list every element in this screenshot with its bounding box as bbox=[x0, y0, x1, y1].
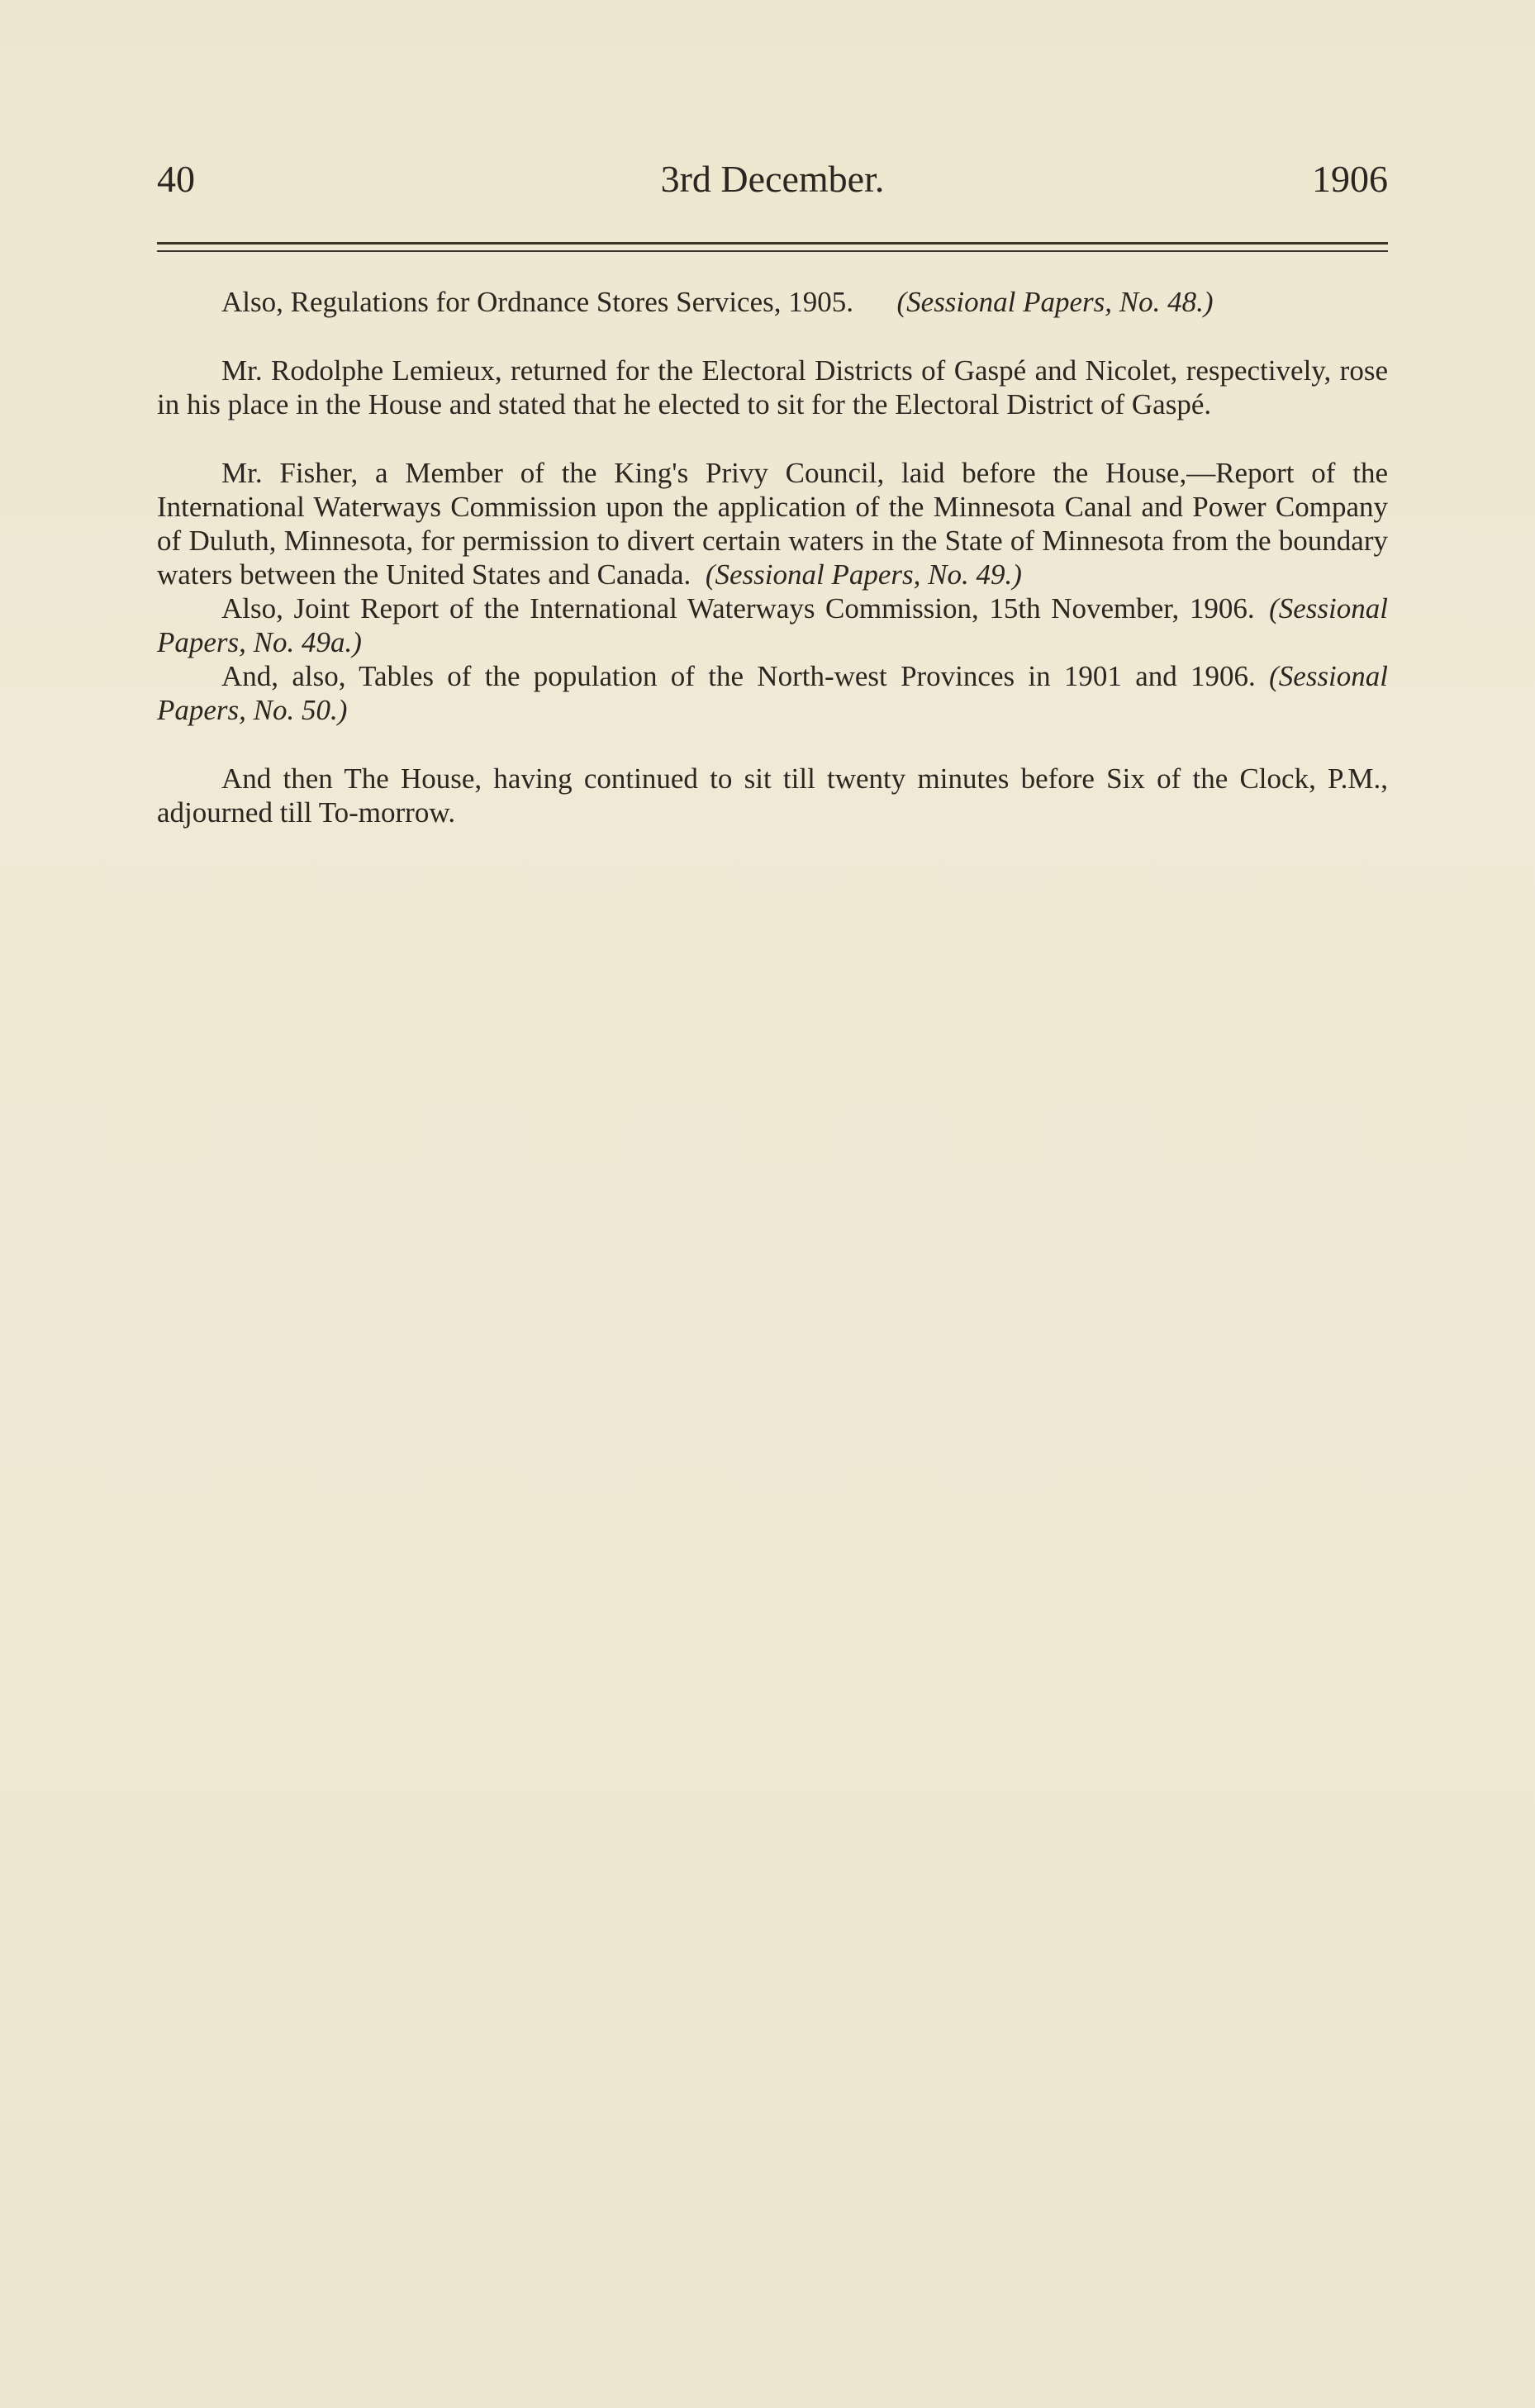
paragraph-text: Mr. Fisher, a Member of the King's Privy Council, laid before the House,—Report of the International Waterways Commission upon the application of the Minnesota Canal and Power Company of Duluth, Minnesota, for permission to divert certain waters in the State of Minnesota from the boundary waters between the United States and Canada. bbox=[157, 457, 1388, 591]
header-rule-thick bbox=[157, 242, 1388, 245]
header-rule-thin bbox=[157, 250, 1388, 252]
paragraph-text: And, also, Tables of the population of the North-west Provinces in 1901 and 1906. bbox=[221, 660, 1256, 692]
page-header bbox=[157, 157, 1388, 207]
sessional-paper-reference: (Sessional Papers, No. 48.) bbox=[896, 286, 1214, 318]
paragraph-gap bbox=[157, 421, 1388, 456]
paragraph-waterways-report bbox=[157, 456, 1388, 591]
sessional-paper-reference: (Sessional Papers, No. 50.) bbox=[157, 660, 1389, 726]
year-label: 1906 bbox=[1312, 158, 1388, 200]
paragraph-adjournment bbox=[157, 762, 1388, 829]
date-heading: 3rd December. bbox=[660, 158, 885, 200]
paragraph-gap bbox=[157, 319, 1388, 354]
paragraph-text: And then The House, having continued to sit till twenty minutes before Six of the Clock, P.M., adjourned till To-morrow. bbox=[157, 762, 1388, 829]
paragraph-text: Mr. Rodolphe Lemieux, returned for the Electoral Districts of Gaspé and Nicolet, respectively, rose in his place in the House and stated that he elected to sit for the Electoral District of Gaspé. bbox=[157, 354, 1388, 420]
page-number: 40 bbox=[157, 158, 195, 200]
paragraph-population-tables bbox=[157, 659, 1388, 727]
sessional-paper-reference: (Sessional Papers, No. 49.) bbox=[705, 558, 1022, 591]
paragraph-ordnance-regulations bbox=[157, 285, 1388, 319]
journal-body bbox=[157, 285, 1388, 829]
paragraph-text: Also, Joint Report of the International Waterways Commission, 15th November, 1906. bbox=[221, 592, 1255, 625]
paragraph-text: Also, Regulations for Ordnance Stores Services, 1905. bbox=[221, 286, 853, 318]
paragraph-gap bbox=[157, 727, 1388, 762]
paragraph-joint-report bbox=[157, 591, 1388, 659]
sessional-paper-reference: (Sessional Papers, No. 49a.) bbox=[157, 592, 1388, 658]
paragraph-lemieux-election bbox=[157, 354, 1388, 421]
